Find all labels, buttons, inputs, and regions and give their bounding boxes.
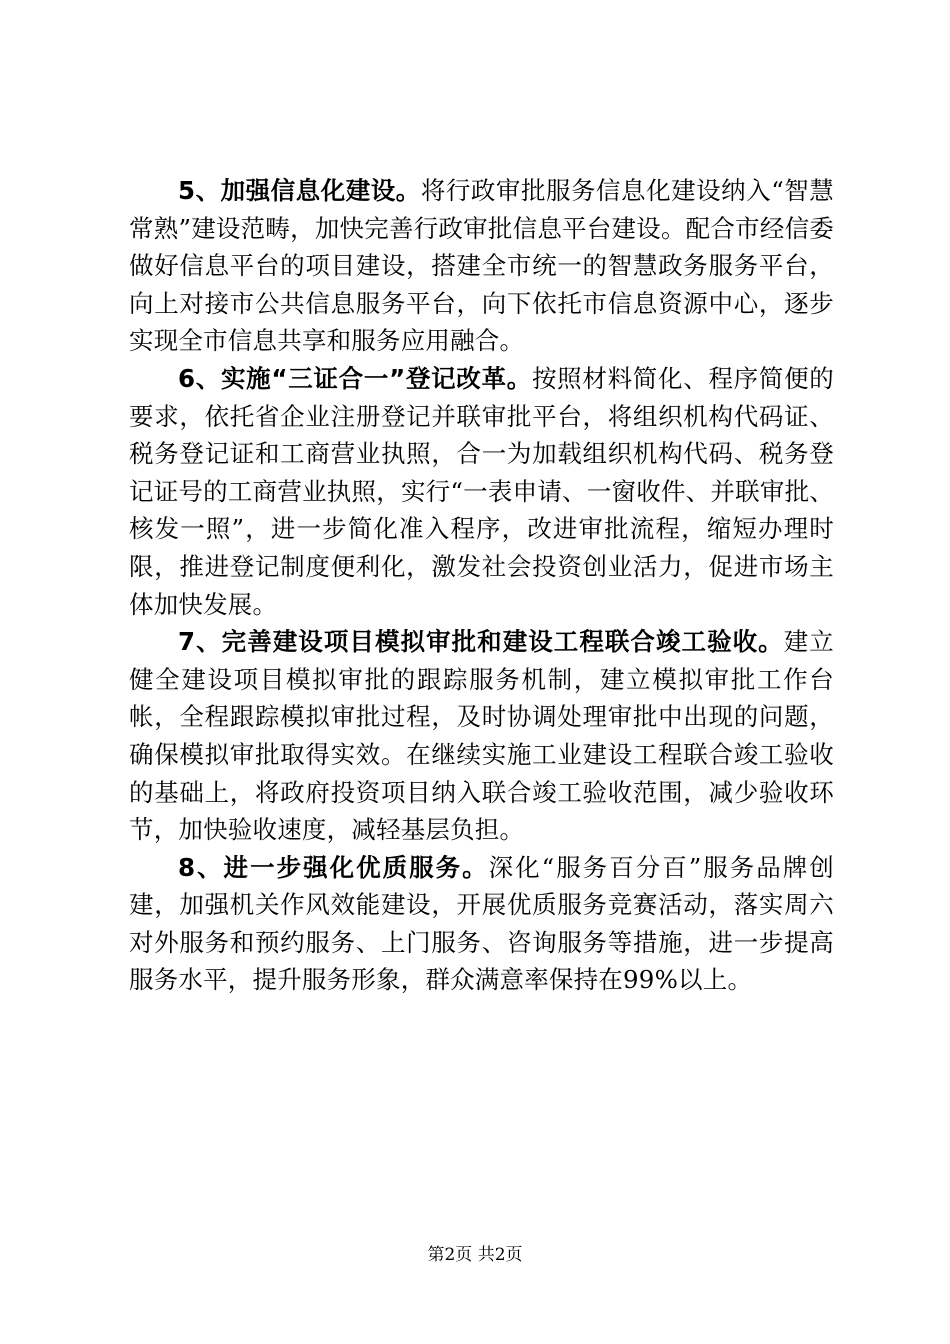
paragraph-item-7	[129, 623, 834, 849]
paragraph-heading: 5、加强信息化建设。	[178, 176, 421, 205]
paragraph-text: 深化“服务百分百”服务品牌创建，加强机关作风效能建设，开展优质服务竞赛活动，落实周六对外服务和预约服务、上门服务、咨询服务等措施，进一步提高服务水平，提升服务形象，群众满意率保持在99%以上。	[129, 852, 834, 995]
paragraph-heading: 6、实施“三证合一”登记改革。	[178, 363, 532, 393]
paragraph-heading: 8、进一步强化优质服务。	[178, 852, 489, 882]
paragraph-text: 建立健全建设项目模拟审批的跟踪服务机制，建立模拟审批工作台帐，全程跟踪模拟审批过程，及时协调处理审批中出现的问题，确保模拟审批取得实效。在继续实施工业建设工程联合竣工验收的基础上，将政府投资项目纳入联合竣工验收范围，减少验收环节，加快验收速度，减轻基层负担。	[129, 627, 834, 845]
paragraph-item-8	[129, 849, 834, 999]
paragraph-text: 将行政审批服务信息化建设纳入“智慧常熟”建设范畴，加快完善行政审批信息平台建设。配合市经信委做好信息平台的项目建设，搭建全市统一的智慧政务服务平台，向上对接市公共信息服务平台，向下依托市信息资源中心，逐步实现全市信息共享和服务应用融合。	[129, 176, 834, 356]
paragraph-item-5	[129, 172, 834, 360]
document-body	[129, 172, 834, 999]
paragraph-heading: 7、完善建设项目模拟审批和建设工程联合竣工验收。	[178, 627, 784, 657]
page-number-footer: 第2页 共2页	[427, 1245, 523, 1265]
paragraph-item-6	[129, 360, 834, 623]
paragraph-text: 按照材料简化、程序简便的要求，依托省企业注册登记并联审批平台，将组织机构代码证、税务登记证和工商营业执照，合一为加载组织机构代码、税务登记证号的工商营业执照，实行“一表申请、一窗收件、并联审批、核发一照”，进一步简化准入程序，改进审批流程，缩短办理时限，推进登记制度便利化，激发社会投资创业活力，促进市场主体加快发展。	[129, 363, 834, 619]
